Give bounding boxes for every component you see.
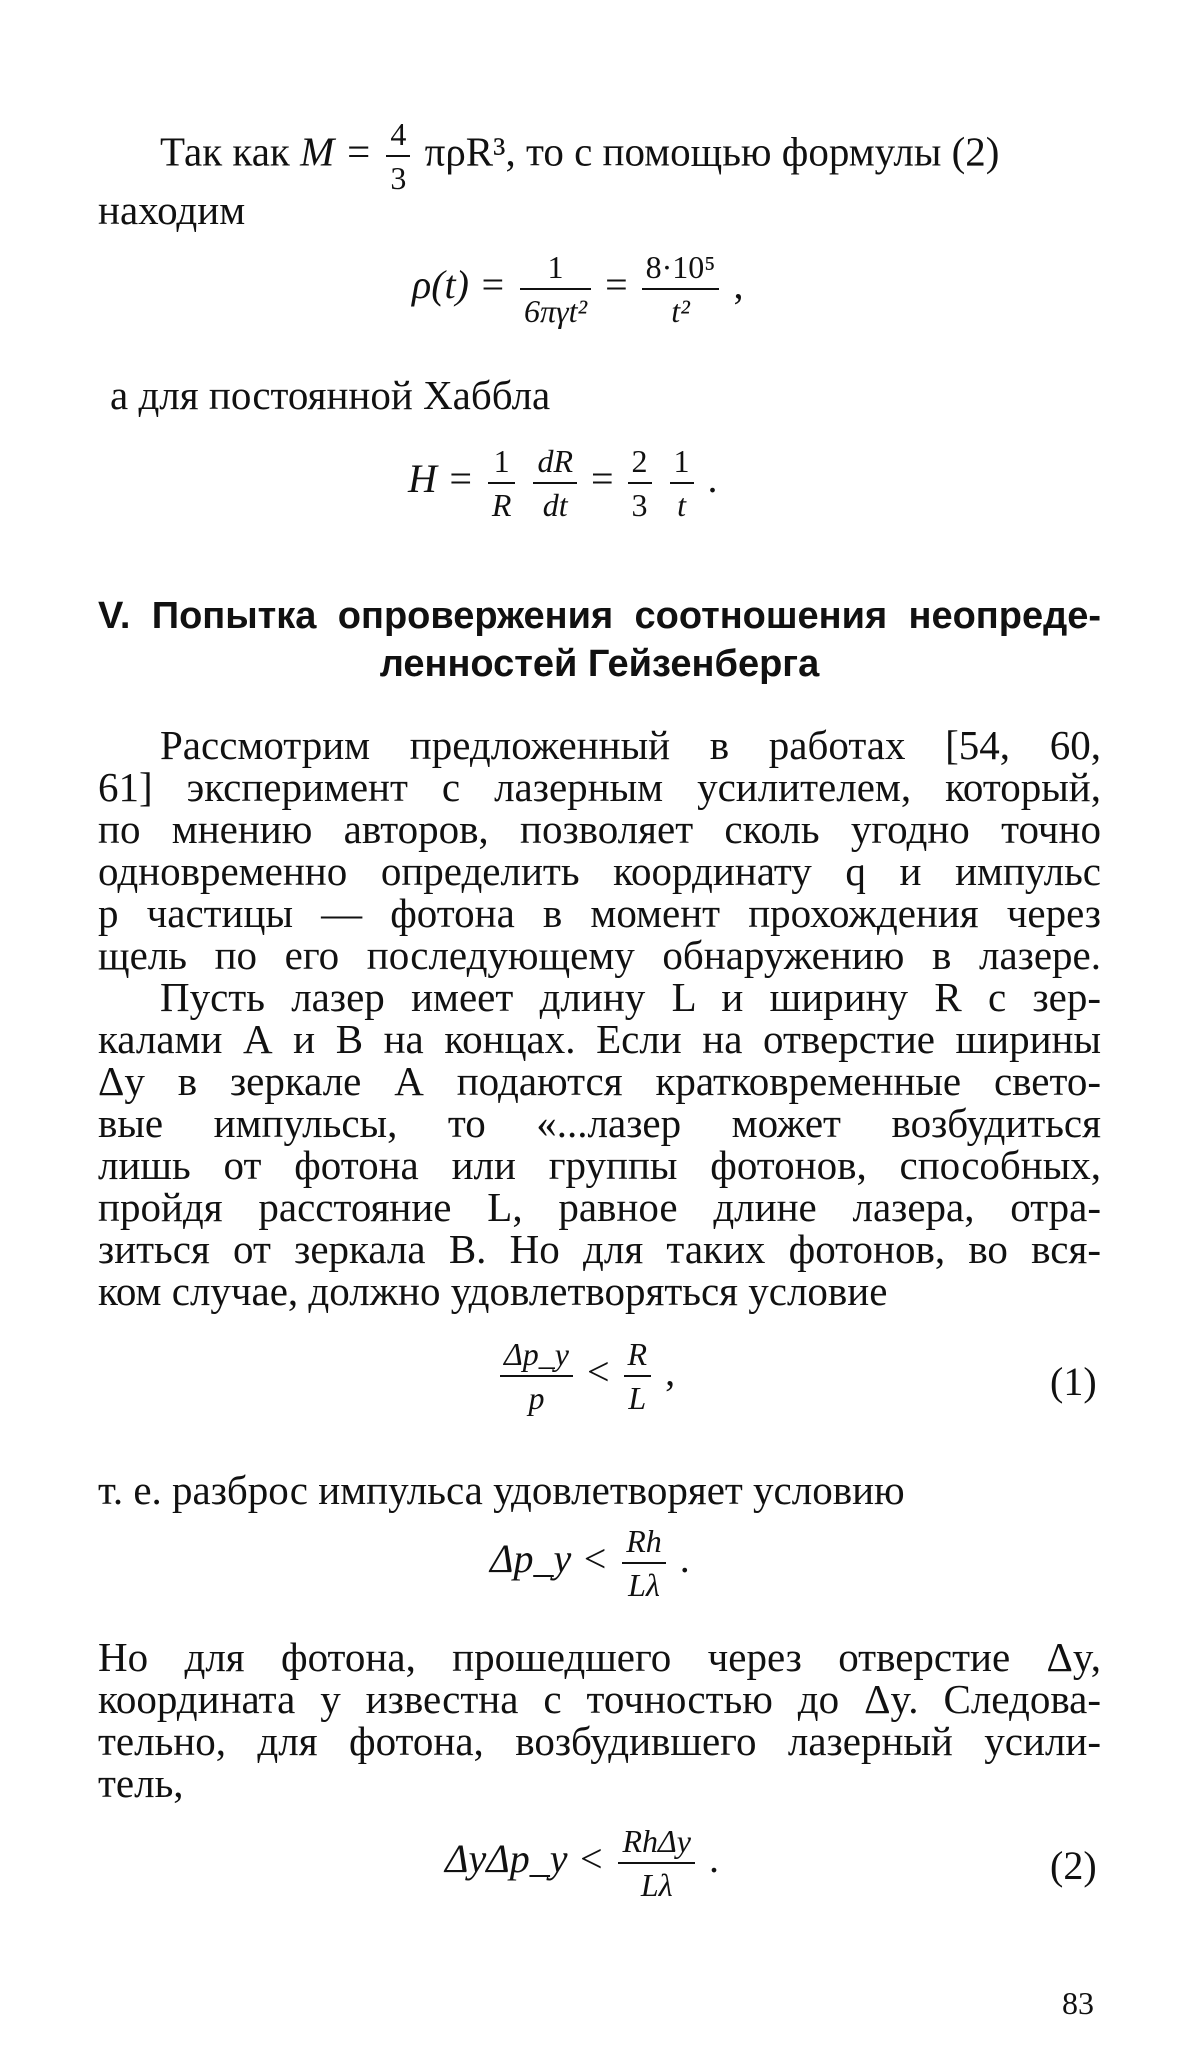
paragraph-1-line-6: щель по его последующему обнаружению в лазере.: [98, 932, 1101, 978]
section-heading-line-1: V. Попытка опровержения соотношения неопреде-: [98, 595, 1101, 637]
formula-2: ΔyΔp_y < $\frac{\text{RhΔy}}{L\lambda}$ .: [445, 1823, 719, 1903]
page-number: 83: [1062, 1985, 1094, 2021]
paragraph-2-line-1: Пусть лазер имеет длину L и ширину R с зер-: [160, 974, 1101, 1020]
paragraph-3-line-2: координата y известна с точностью до Δy. Следова-: [98, 1676, 1101, 1722]
paragraph-1-line-1: Рассмотрим предложенный в работах [54, 60,: [160, 722, 1101, 768]
formula-hubble: H = $\frac{1}{R}$ $\frac{dR}{dt}$ = $\frac{2}{3}$ $\frac{1}{t}$ .: [408, 443, 718, 523]
paragraph-1-line-2: 61] эксперимент с лазерным усилителем, который,: [98, 764, 1101, 810]
fraction-density-2: $\frac{\text{8·10⁵}}{\text{t²}}$: [642, 248, 720, 330]
paragraph-2-line-8: ком случае, должно удовлетворяться условие: [98, 1268, 888, 1314]
hubble-intro: а для постоянной Хаббла: [110, 372, 551, 418]
intro-text: Так как: [160, 128, 301, 175]
formula-density: ρ(t) = $\frac{1}{\text{6πγt²}}$ = $\frac{\text{8·10⁵}}{\text{t²}}$ ,: [412, 249, 744, 329]
paragraph-2-line-4: вые импульсы, то «...лазер может возбудиться: [98, 1100, 1101, 1146]
formula-1: $\frac{\Delta p\_y}{p}$ < $\frac{R}{L}$ ,: [496, 1335, 675, 1417]
fraction-density-1: $\frac{1}{\text{6πγt²}}$: [520, 248, 591, 330]
paragraph-2-line-2: калами А и В на концах. Если на отверстие ширины: [98, 1016, 1101, 1062]
paragraph-2-line-5: лишь от фотона или группы фотонов, способных,: [98, 1142, 1101, 1188]
after-formula-1: т. е. разброс импульса удовлетворяет условию: [98, 1467, 905, 1513]
mass-formula-lhs: M =: [300, 128, 373, 175]
paragraph-1-line-3: по мнению авторов, позволяет сколь угодно точно: [98, 806, 1101, 852]
section-heading-line-2: ленностей Гейзенберга: [379, 643, 820, 685]
intro-line-2: находим: [98, 187, 246, 233]
paragraph-2-line-7: зиться от зеркала В. Но для таких фотонов, во вся-: [98, 1226, 1101, 1272]
paragraph-2-line-6: пройдя расстояние L, равное длине лазера, отра-: [98, 1184, 1101, 1230]
formula-momentum-spread: Δp_y < $\frac{Rh}{L\lambda}$ .: [490, 1523, 690, 1603]
paragraph-3-line-3: тельно, для фотона, возбудившего лазерный усили-: [98, 1718, 1101, 1764]
equation-number-2: (2): [1050, 1843, 1097, 1888]
equation-number-1: (1): [1050, 1359, 1097, 1404]
paragraph-3-line-4: тель,: [98, 1760, 184, 1806]
intro-text-tail: πρR³, то с помощью формулы (2): [424, 128, 1000, 175]
paragraph-1-line-5: p частицы — фотона в момент прохождения через: [98, 890, 1101, 936]
paragraph-1-line-4: одновременно определить координату q и импульс: [98, 848, 1101, 894]
paragraph-2-line-3: Δy в зеркале А подаются кратковременные свето-: [98, 1058, 1101, 1104]
paragraph-3-line-1: Но для фотона, прошедшего через отверстие Δy,: [98, 1634, 1101, 1680]
fraction-four-thirds: $\frac{4}{3}$: [386, 115, 410, 197]
